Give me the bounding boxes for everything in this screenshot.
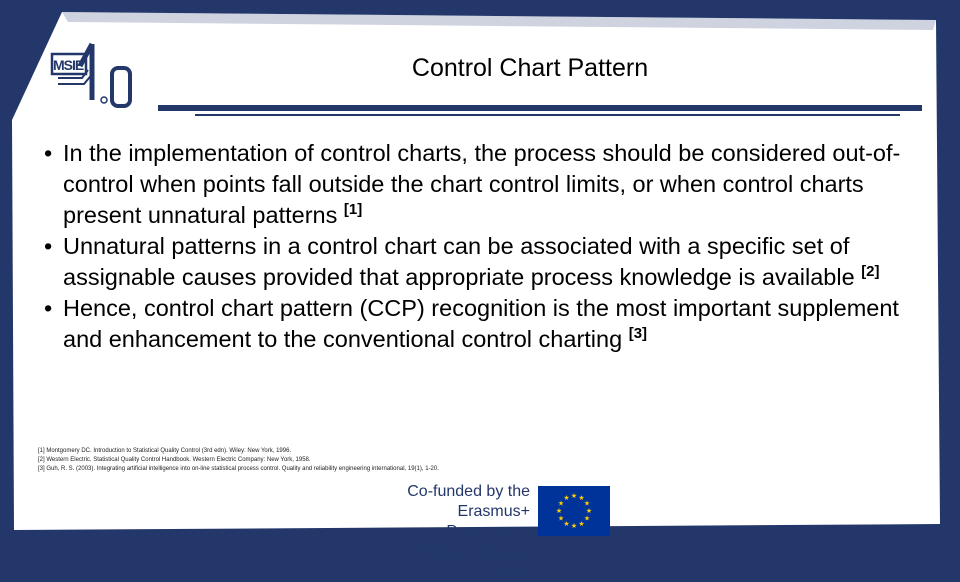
reference-item: [2] Western Electric. Statistical Quality Control Handbook. Western Electric Company: New York, 1958.: [38, 457, 311, 463]
bullet-item: [40, 138, 920, 231]
slide-title: Control Chart Pattern: [411, 54, 649, 82]
citation-ref: [2]: [861, 263, 880, 280]
eu-star-icon: ★: [563, 494, 570, 503]
svg-text:MSIE: MSIE: [53, 57, 84, 73]
eu-flag-icon: [538, 486, 610, 536]
eu-star-icon: ★: [555, 507, 563, 516]
eu-star-icon: ★: [583, 499, 591, 508]
cofunded-line: Erasmus+ Programme: [446, 503, 530, 540]
title-underline: [158, 105, 922, 111]
references: [38, 447, 598, 474]
erasmus-cofunded-text: [372, 482, 530, 582]
bullet-item: [40, 293, 920, 355]
msie-logo: [44, 40, 136, 112]
bullet-dot: •: [44, 295, 53, 321]
bullet-list: [40, 138, 920, 355]
eu-star-icon: ★: [570, 492, 578, 501]
eu-star-icon: ★: [578, 520, 585, 529]
eu-star-icon: ★: [570, 522, 578, 531]
citation-ref: [1]: [343, 201, 363, 218]
eu-star-icon: ★: [563, 520, 570, 529]
citation-ref: [3]: [628, 325, 648, 342]
bullet-text: Hence, control chart pattern (CCP) recognition is the most important supplement and enhancement to the conventional control charting: [63, 295, 899, 352]
title-underline-thin: [195, 114, 900, 116]
eu-star-icon: ★: [583, 514, 591, 523]
reference-item: [1] Montgomery DC. Introduction to Statistical Quality Control (3rd edn). Wiley: New York, 1996.: [38, 448, 292, 454]
cofunded-line: of the European Union: [416, 543, 530, 580]
bullet-text: In the implementation of control charts, the process should be considered out-of-control when points fall outside the chart control limits, or when control charts present unnatural patterns: [63, 140, 901, 228]
eu-star-icon: ★: [557, 514, 565, 523]
bullet-item: [40, 231, 920, 293]
eu-star-icon: ★: [578, 494, 585, 503]
eu-star-icon: ★: [585, 507, 593, 516]
reference-item: [3] Guh, R. S. (2003). Integrating artificial intelligence into on‐line statistical process control. Quality and reliability engineering international, 19(1), 1-20.: [38, 466, 439, 472]
eu-star-icon: ★: [557, 499, 565, 508]
bullet-dot: •: [44, 233, 53, 259]
cofunded-line: Co-funded by the: [407, 483, 530, 500]
bullet-dot: •: [44, 140, 53, 166]
bullet-text: Unnatural patterns in a control chart can be associated with a specific set of assignable causes provided that appropriate process knowledge is available: [63, 233, 855, 290]
